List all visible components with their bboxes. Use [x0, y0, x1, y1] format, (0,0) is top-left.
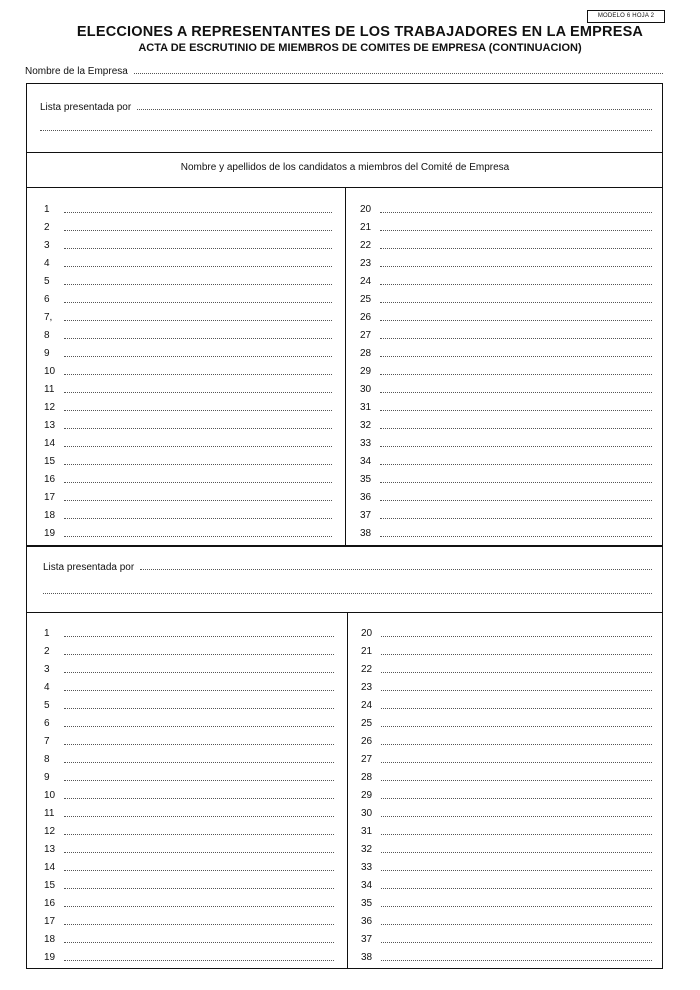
section-1-list-field[interactable]	[40, 102, 652, 113]
candidate-name-line[interactable]	[64, 482, 332, 483]
candidate-number: 22	[361, 664, 373, 675]
candidate-name-line[interactable]	[64, 726, 334, 727]
candidate-name-line[interactable]	[381, 798, 652, 799]
candidate-name-line[interactable]	[64, 816, 334, 817]
candidate-number: 18	[44, 934, 56, 945]
candidate-row[interactable]	[360, 252, 652, 270]
section-2-list-line-2[interactable]	[43, 593, 652, 594]
candidate-number: 6	[44, 294, 50, 305]
candidate-name-line[interactable]	[381, 924, 652, 925]
candidate-row[interactable]	[44, 234, 332, 252]
candidate-name-line[interactable]	[380, 230, 652, 231]
candidate-number: 38	[360, 528, 372, 539]
candidate-number: 9	[44, 772, 50, 783]
candidate-name-line[interactable]	[380, 266, 652, 267]
candidate-name-line[interactable]	[381, 888, 652, 889]
candidate-number: 9	[44, 348, 50, 359]
candidate-row[interactable]	[44, 946, 334, 964]
candidate-name-line[interactable]	[64, 320, 332, 321]
candidate-row[interactable]	[44, 216, 332, 234]
candidate-name-line[interactable]	[64, 942, 334, 943]
candidate-name-line[interactable]	[64, 762, 334, 763]
candidate-number: 7,	[44, 312, 53, 323]
candidate-name-line[interactable]	[380, 338, 652, 339]
section-2-list-field[interactable]	[43, 562, 652, 573]
candidate-number: 24	[361, 700, 373, 711]
candidate-row[interactable]	[44, 712, 334, 730]
candidate-name-line[interactable]	[64, 690, 334, 691]
candidate-row[interactable]	[44, 766, 334, 784]
candidate-name-line[interactable]	[64, 798, 334, 799]
candidate-number: 17	[44, 916, 56, 927]
candidate-row[interactable]	[360, 216, 652, 234]
candidate-row[interactable]	[44, 342, 332, 360]
candidate-name-line[interactable]	[64, 248, 332, 249]
candidate-name-line[interactable]	[64, 834, 334, 835]
candidate-name-line[interactable]	[64, 636, 334, 637]
candidate-number: 29	[361, 790, 373, 801]
candidate-number: 35	[360, 474, 372, 485]
candidate-row[interactable]	[44, 820, 334, 838]
candidate-row[interactable]	[361, 730, 652, 748]
candidate-number: 5	[44, 276, 50, 287]
candidate-name-line[interactable]	[381, 726, 652, 727]
candidate-number: 32	[360, 420, 372, 431]
candidate-name-line[interactable]	[381, 708, 652, 709]
candidate-row[interactable]	[44, 504, 332, 522]
candidate-number: 7	[44, 736, 50, 747]
candidate-row[interactable]	[44, 198, 332, 216]
candidate-number: 10	[44, 366, 56, 377]
candidate-row[interactable]	[361, 802, 652, 820]
candidate-name-line[interactable]	[64, 302, 332, 303]
candidate-name-line[interactable]	[381, 960, 652, 961]
candidate-name-line[interactable]	[64, 374, 332, 375]
candidate-row[interactable]	[361, 748, 652, 766]
candidate-row[interactable]	[360, 306, 652, 324]
candidate-number: 20	[360, 204, 372, 215]
candidates-header: Nombre y apellidos de los candidatos a miembros del Comité de Empresa	[180, 162, 510, 173]
candidate-row[interactable]	[361, 712, 652, 730]
candidate-name-line[interactable]	[64, 888, 334, 889]
candidate-row[interactable]	[361, 784, 652, 802]
section-1-list-line-2[interactable]	[40, 130, 652, 131]
candidate-row[interactable]	[44, 928, 334, 946]
candidate-number: 27	[360, 330, 372, 341]
candidate-number: 36	[360, 492, 372, 503]
candidate-row[interactable]	[44, 676, 334, 694]
candidate-name-line[interactable]	[380, 518, 652, 519]
candidate-name-line[interactable]	[381, 690, 652, 691]
candidate-number: 16	[44, 898, 56, 909]
candidate-row[interactable]	[44, 522, 332, 540]
candidate-row[interactable]	[361, 676, 652, 694]
candidate-name-line[interactable]	[380, 446, 652, 447]
candidate-name-line[interactable]	[64, 708, 334, 709]
candidate-row[interactable]	[44, 622, 334, 640]
candidate-name-line[interactable]	[380, 374, 652, 375]
candidate-number: 34	[361, 880, 373, 891]
candidate-number: 32	[361, 844, 373, 855]
candidate-name-line[interactable]	[381, 636, 652, 637]
candidate-name-line[interactable]	[64, 500, 332, 501]
candidate-name-line[interactable]	[380, 392, 652, 393]
candidate-row[interactable]	[44, 270, 332, 288]
candidate-row[interactable]	[44, 892, 334, 910]
candidate-name-line[interactable]	[64, 212, 332, 213]
candidate-number: 31	[361, 826, 373, 837]
candidate-row[interactable]	[44, 730, 334, 748]
candidate-row[interactable]	[361, 892, 652, 910]
candidate-number: 25	[360, 294, 372, 305]
candidate-number: 34	[360, 456, 372, 467]
candidate-row[interactable]	[44, 486, 332, 504]
candidate-name-line[interactable]	[64, 960, 334, 961]
candidate-row[interactable]	[44, 396, 332, 414]
candidate-name-line[interactable]	[380, 320, 652, 321]
candidate-number: 30	[361, 808, 373, 819]
candidate-name-line[interactable]	[64, 284, 332, 285]
candidate-number: 16	[44, 474, 56, 485]
candidate-number: 1	[44, 628, 50, 639]
company-name-field[interactable]	[25, 66, 663, 77]
candidate-row[interactable]	[360, 450, 652, 468]
candidate-row[interactable]	[361, 910, 652, 928]
candidate-row[interactable]	[360, 360, 652, 378]
candidate-name-line[interactable]	[64, 446, 332, 447]
candidate-name-line[interactable]	[380, 356, 652, 357]
section-1-column-divider	[345, 187, 346, 546]
candidate-row[interactable]	[360, 378, 652, 396]
candidate-name-line[interactable]	[64, 410, 332, 411]
candidate-row[interactable]	[361, 856, 652, 874]
candidate-name-line[interactable]	[380, 284, 652, 285]
candidate-row[interactable]	[44, 856, 334, 874]
candidate-number: 19	[44, 528, 56, 539]
candidate-row[interactable]	[360, 234, 652, 252]
candidate-row[interactable]	[361, 766, 652, 784]
candidate-number: 15	[44, 880, 56, 891]
candidate-name-line[interactable]	[64, 906, 334, 907]
candidate-number: 36	[361, 916, 373, 927]
candidate-name-line[interactable]	[381, 852, 652, 853]
candidate-number: 1	[44, 204, 50, 215]
candidate-row[interactable]	[361, 694, 652, 712]
candidate-number: 19	[44, 952, 56, 963]
candidate-number: 3	[44, 664, 50, 675]
candidate-number: 6	[44, 718, 50, 729]
candidate-name-line[interactable]	[64, 266, 332, 267]
candidate-number: 27	[361, 754, 373, 765]
candidate-row[interactable]	[360, 414, 652, 432]
candidate-row[interactable]	[360, 342, 652, 360]
candidate-name-line[interactable]	[381, 870, 652, 871]
candidate-number: 26	[361, 736, 373, 747]
candidate-row[interactable]	[361, 640, 652, 658]
candidate-number: 11	[44, 808, 55, 819]
candidate-number: 14	[44, 862, 56, 873]
candidate-number: 30	[360, 384, 372, 395]
candidate-row[interactable]	[44, 252, 332, 270]
candidate-row[interactable]	[44, 748, 334, 766]
candidate-number: 8	[44, 754, 50, 765]
section-2-column-divider	[347, 612, 348, 969]
candidate-row[interactable]	[360, 432, 652, 450]
candidate-name-line[interactable]	[64, 464, 332, 465]
section-1-list-label: Lista presentada por	[40, 102, 132, 113]
candidate-number: 3	[44, 240, 50, 251]
candidate-row[interactable]	[360, 522, 652, 540]
company-name-label: Nombre de la Empresa	[25, 66, 128, 77]
form-title: ELECCIONES A REPRESENTANTES DE LOS TRABAJADORES EN LA EMPRESA	[76, 24, 644, 40]
candidate-number: 25	[361, 718, 373, 729]
candidate-number: 17	[44, 492, 56, 503]
candidate-row[interactable]	[361, 658, 652, 676]
candidate-name-line[interactable]	[380, 500, 652, 501]
model-sheet-label: MODELO 6 HOJA 2	[587, 10, 665, 23]
candidate-row[interactable]	[44, 432, 332, 450]
candidate-name-line[interactable]	[64, 428, 332, 429]
candidate-row[interactable]	[44, 450, 332, 468]
candidate-number: 8	[44, 330, 50, 341]
candidate-number: 33	[360, 438, 372, 449]
candidate-number: 15	[44, 456, 56, 467]
candidate-number: 21	[360, 222, 372, 233]
candidate-number: 13	[44, 844, 56, 855]
candidate-name-line[interactable]	[381, 780, 652, 781]
candidate-row[interactable]	[44, 694, 334, 712]
candidate-number: 4	[44, 258, 50, 269]
candidate-number: 28	[360, 348, 372, 359]
candidate-row[interactable]	[44, 910, 334, 928]
candidate-name-line[interactable]	[380, 464, 652, 465]
candidate-name-line[interactable]	[64, 518, 332, 519]
candidate-row[interactable]	[44, 306, 332, 324]
section-2-list-label: Lista presentada por	[43, 562, 135, 573]
candidate-number: 33	[361, 862, 373, 873]
candidate-name-line[interactable]	[380, 536, 652, 537]
candidate-name-line[interactable]	[380, 248, 652, 249]
candidate-number: 28	[361, 772, 373, 783]
candidate-number: 23	[361, 682, 373, 693]
section-2-list-line[interactable]	[140, 569, 652, 570]
candidate-number: 31	[360, 402, 372, 413]
candidate-row[interactable]	[44, 784, 334, 802]
candidate-name-line[interactable]	[381, 816, 652, 817]
candidate-name-line[interactable]	[64, 672, 334, 673]
candidate-name-line[interactable]	[64, 870, 334, 871]
candidate-row[interactable]	[361, 928, 652, 946]
candidate-number: 21	[361, 646, 373, 657]
candidate-row[interactable]	[44, 874, 334, 892]
candidate-number: 37	[360, 510, 372, 521]
candidate-name-line[interactable]	[64, 356, 332, 357]
candidate-name-line[interactable]	[380, 302, 652, 303]
candidate-row[interactable]	[360, 288, 652, 306]
candidate-number: 37	[361, 934, 373, 945]
candidate-name-line[interactable]	[64, 536, 332, 537]
candidate-number: 2	[44, 646, 50, 657]
candidate-name-line[interactable]	[381, 942, 652, 943]
candidate-name-line[interactable]	[381, 654, 652, 655]
candidate-name-line[interactable]	[64, 780, 334, 781]
candidate-number: 22	[360, 240, 372, 251]
section-1-divider-a	[26, 152, 663, 153]
candidate-number: 35	[361, 898, 373, 909]
candidate-row[interactable]	[361, 820, 652, 838]
candidate-row[interactable]	[361, 874, 652, 892]
candidate-row[interactable]	[360, 504, 652, 522]
candidate-name-line[interactable]	[381, 834, 652, 835]
candidate-name-line[interactable]	[64, 338, 332, 339]
candidate-name-line[interactable]	[64, 924, 334, 925]
candidate-name-line[interactable]	[380, 428, 652, 429]
candidate-number: 23	[360, 258, 372, 269]
candidate-row[interactable]	[360, 468, 652, 486]
candidate-row[interactable]	[44, 360, 332, 378]
candidate-number: 29	[360, 366, 372, 377]
candidate-row[interactable]	[44, 378, 332, 396]
candidate-row[interactable]	[44, 658, 334, 676]
candidate-row[interactable]	[44, 640, 334, 658]
candidate-number: 13	[44, 420, 56, 431]
candidate-row[interactable]	[44, 838, 334, 856]
candidate-number: 2	[44, 222, 50, 233]
candidate-number: 18	[44, 510, 56, 521]
candidate-name-line[interactable]	[380, 410, 652, 411]
candidate-row[interactable]	[361, 946, 652, 964]
candidate-row[interactable]	[44, 324, 332, 342]
candidate-number: 38	[361, 952, 373, 963]
company-name-line[interactable]	[134, 73, 663, 74]
candidate-name-line[interactable]	[381, 672, 652, 673]
candidate-row[interactable]	[360, 396, 652, 414]
candidate-name-line[interactable]	[380, 212, 652, 213]
candidate-name-line[interactable]	[381, 906, 652, 907]
candidate-number: 24	[360, 276, 372, 287]
candidate-number: 12	[44, 402, 56, 413]
candidate-number: 4	[44, 682, 50, 693]
candidate-name-line[interactable]	[64, 392, 332, 393]
candidate-row[interactable]	[44, 802, 334, 820]
form-subtitle: ACTA DE ESCRUTINIO DE MIEMBROS DE COMITES DE EMPRESA (CONTINUACION)	[138, 42, 582, 54]
candidate-name-line[interactable]	[380, 482, 652, 483]
section-1-list-line[interactable]	[137, 109, 652, 110]
candidate-number: 14	[44, 438, 56, 449]
candidate-name-line[interactable]	[64, 852, 334, 853]
candidate-number: 26	[360, 312, 372, 323]
candidate-number: 20	[361, 628, 373, 639]
candidate-row[interactable]	[361, 838, 652, 856]
candidate-name-line[interactable]	[64, 654, 334, 655]
candidate-row[interactable]	[360, 270, 652, 288]
candidate-row[interactable]	[360, 486, 652, 504]
candidate-row[interactable]	[360, 198, 652, 216]
candidate-number: 5	[44, 700, 50, 711]
candidate-row[interactable]	[361, 622, 652, 640]
candidate-name-line[interactable]	[381, 762, 652, 763]
candidate-name-line[interactable]	[64, 744, 334, 745]
candidate-number: 12	[44, 826, 56, 837]
candidate-row[interactable]	[360, 324, 652, 342]
candidate-number: 11	[44, 384, 55, 395]
section-2-divider	[26, 612, 663, 613]
candidate-row[interactable]	[44, 288, 332, 306]
candidate-number: 10	[44, 790, 56, 801]
candidate-row[interactable]	[44, 468, 332, 486]
candidate-row[interactable]	[44, 414, 332, 432]
candidate-name-line[interactable]	[381, 744, 652, 745]
candidate-name-line[interactable]	[64, 230, 332, 231]
